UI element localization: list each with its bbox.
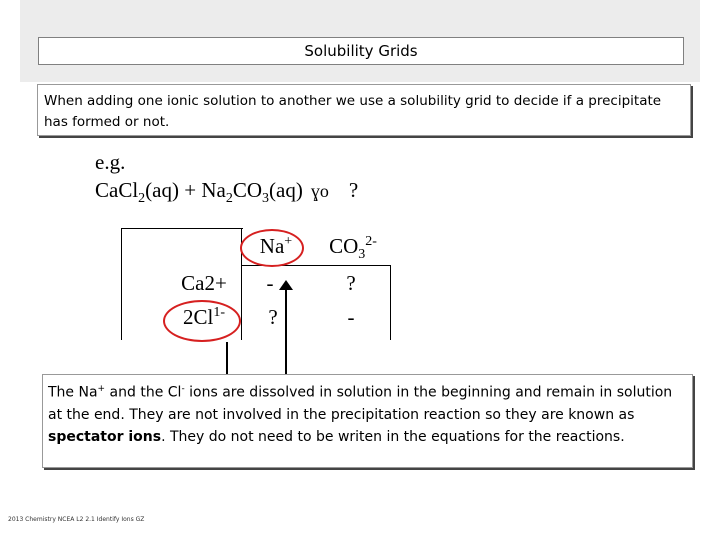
slide-title: Solubility Grids [38, 37, 684, 65]
pointer-line-na [285, 287, 287, 374]
product-unknown: ? [348, 178, 359, 202]
pointer-arrowhead-na [279, 280, 293, 290]
grid-row-2cl: $2Cl^{1-}$ [182, 305, 225, 329]
example-label: e.g. [95, 150, 126, 174]
grid-header-co3: $CO_3^{2-}$ [329, 234, 377, 263]
grid-header-na: Na+ [259, 234, 293, 258]
grid-left-line [121, 228, 122, 340]
example-equation: CaCl$_2$(aq) + $Na_2CO_3(aq)$ ɣo ? [95, 178, 359, 206]
grid-right-line [390, 265, 391, 340]
grid-row-ca2: Ca2+ [181, 271, 227, 295]
grid-cell-r1c2: ? [346, 271, 356, 295]
intro-textbox: When adding one ionic solution to another we use a solubility grid to decide if a precipitate has formed or not. [37, 84, 691, 136]
grid-top-line [121, 228, 243, 229]
highlight-ellipse-na [240, 229, 304, 267]
pointer-line-cl [226, 342, 228, 374]
grid-cell-r1c1: - [266, 271, 274, 295]
reaction-arrow-glyph: ɣo [310, 181, 329, 201]
spectator-ions-note: The Na+ and the Cl- ions are dissolved in solution in the beginning and remain in solution at the end. They are not involved in the precipitation reaction so they are known as spectator ions. They do not need to be writen in the equations for the reactions. [42, 374, 693, 468]
footer-credit: 2013 Chemistry NCEA L2 2.1 Identify Ions GZ [8, 516, 145, 523]
grid-cell-r2c1: ? [268, 305, 278, 329]
highlight-ellipse-cl [163, 300, 241, 342]
grid-cell-r2c2: - [347, 305, 355, 329]
